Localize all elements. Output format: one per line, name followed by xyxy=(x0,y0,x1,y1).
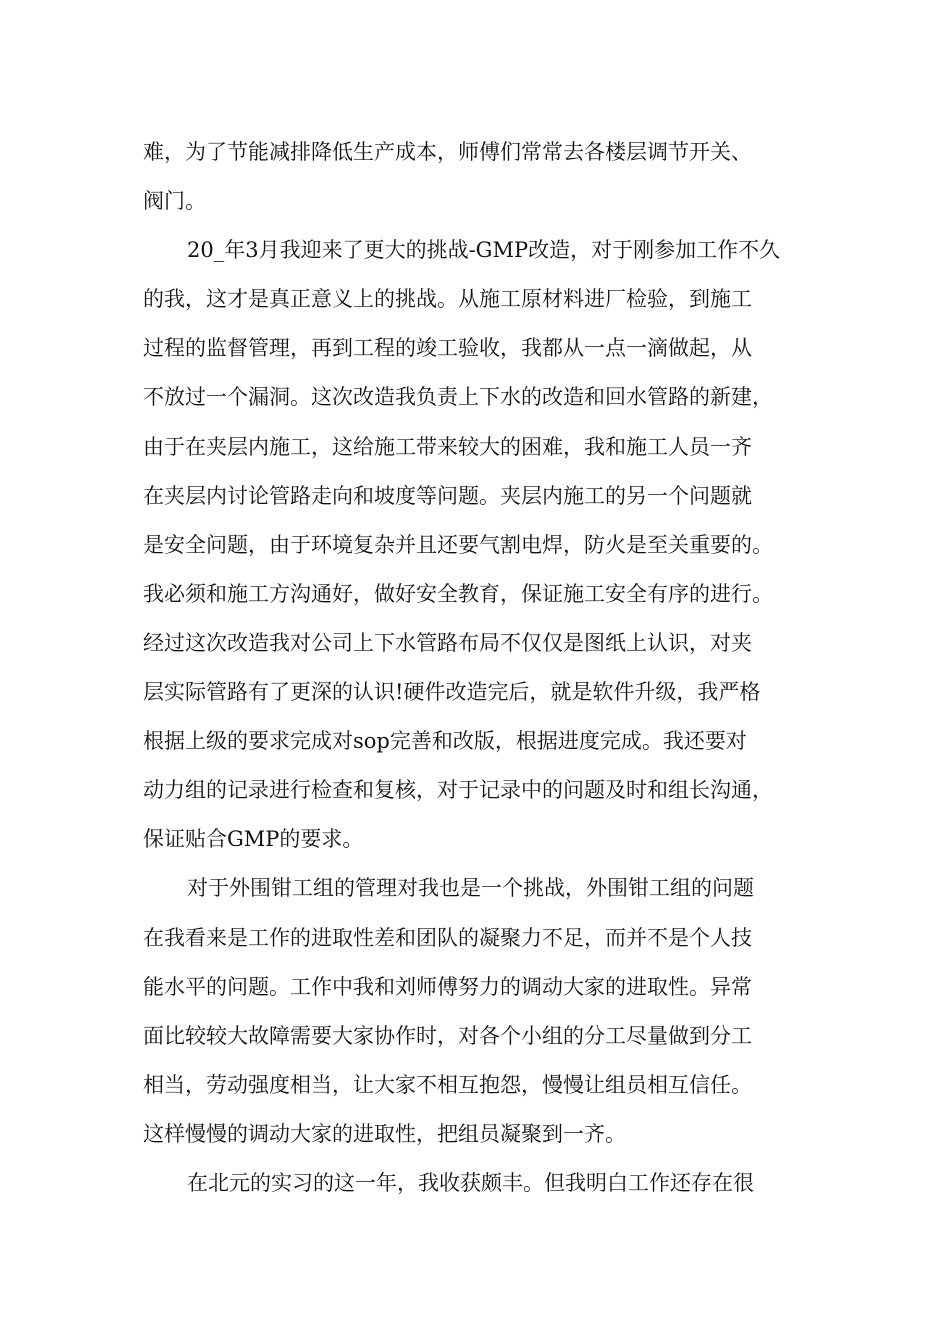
text-line: 动力组的记录进行检查和复核，对于记录中的问题及时和组长沟通， xyxy=(143,778,773,803)
text-line: 层实际管路有了更深的认识!硬件改造完后，就是软件升级，我严格 xyxy=(143,680,761,705)
paragraph-start-line: 在北元的实习的这一年，我收获颇丰。但我明白工作还存在很 xyxy=(187,1170,754,1195)
text-line: 阀门。 xyxy=(143,189,206,214)
text-line: 在我看来是工作的进取性差和团队的凝聚力不足，而并不是个人技 xyxy=(143,925,752,950)
text-line: 难，为了节能减排降低生产成本，师傅们常常去各楼层调节开关、 xyxy=(143,140,752,164)
paragraph-start-line: 20_年3月我迎来了更大的挑战-GMP改造，对于刚参加工作不久 xyxy=(187,238,781,263)
text-line: 经过这次改造我对公司上下水管路布局不仅仅是图纸上认识，对夹 xyxy=(143,630,752,655)
text-line: 这样慢慢的调动大家的进取性，把组员凝聚到一齐。 xyxy=(143,1121,626,1146)
text-line: 面比较较大故障需要大家协作时，对各个小组的分工尽量做到分工 xyxy=(143,1023,752,1048)
text-line: 在夹层内讨论管路走向和坡度等问题。夹层内施工的另一个问题就 xyxy=(143,483,752,508)
text-line: 保证贴合GMP的要求。 xyxy=(143,827,364,852)
text-line: 过程的监督管理，再到工程的竣工验收，我都从一点一滴做起，从 xyxy=(143,336,752,361)
paragraph-start-line: 对于外围钳工组的管理对我也是一个挑战，外围钳工组的问题 xyxy=(187,876,754,901)
text-line: 由于在夹层内施工，这给施工带来较大的困难，我和施工人员一齐 xyxy=(143,434,752,459)
text-line: 的我，这才是真正意义上的挑战。从施工原材料进厂检验，到施工 xyxy=(143,287,752,312)
text-line: 不放过一个漏洞。这次改造我负责上下水的改造和回水管路的新建， xyxy=(143,385,773,410)
document-body xyxy=(143,128,823,1208)
text-line: 是安全问题，由于环境复杂并且还要气割电焊，防火是至关重要的。 xyxy=(143,532,773,557)
text-line: 能水平的问题。工作中我和刘师傅努力的调动大家的进取性。异常 xyxy=(143,974,752,999)
text-line: 相当，劳动强度相当，让大家不相互抱怨，慢慢让组员相互信任。 xyxy=(143,1072,752,1097)
text-line: 我必须和施工方沟通好，做好安全教育，保证施工安全有序的进行。 xyxy=(143,581,773,606)
text-line: 根据上级的要求完成对sop完善和改版，根据进度完成。我还要对 xyxy=(143,729,747,754)
